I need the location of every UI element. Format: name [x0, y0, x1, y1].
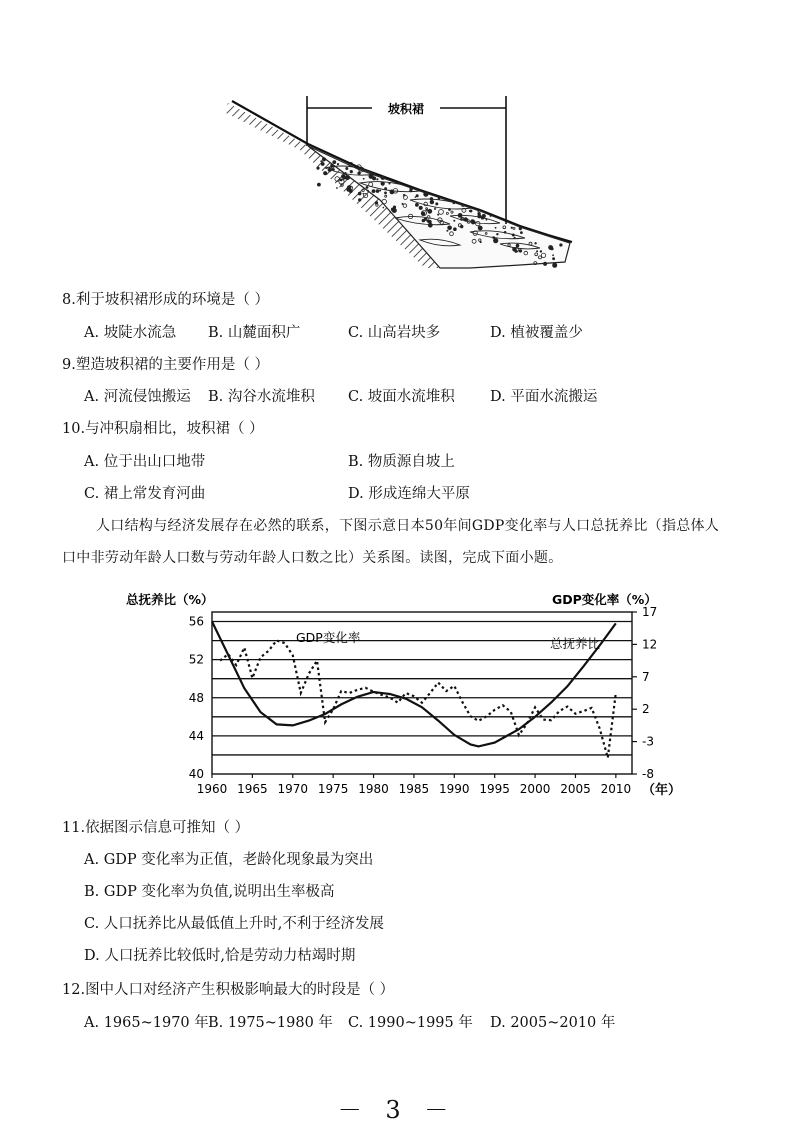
right-axis-title: GDP变化率（%） — [552, 592, 657, 607]
option-letter: B. — [208, 389, 224, 405]
gravel-dot — [379, 190, 381, 192]
gravel-dot — [421, 212, 425, 216]
gravel-dot — [422, 219, 426, 223]
q11-option-d[interactable] — [84, 946, 355, 966]
gravel-dot — [427, 209, 432, 214]
right-tick-label: -3 — [642, 734, 654, 749]
gravel-dot — [435, 202, 438, 205]
gravel-dot — [490, 215, 492, 217]
gravel-dot — [358, 192, 362, 196]
q12-option-a[interactable] — [84, 1013, 209, 1033]
gravel-dot — [384, 192, 387, 195]
gravel-dot — [511, 227, 513, 229]
x-tick-label: 1965 — [237, 782, 268, 796]
option-letter: A. — [84, 325, 100, 341]
gravel-dot — [453, 227, 457, 231]
question-9 — [62, 355, 269, 375]
gravel-dot — [552, 257, 555, 260]
gravel-dot — [496, 233, 498, 235]
gravel-dot — [477, 214, 481, 218]
gravel-dot — [469, 210, 471, 212]
gravel-dot — [323, 171, 327, 175]
option-letter: D. — [490, 1015, 506, 1031]
gravel-dot — [322, 157, 326, 161]
gravel-dot — [384, 187, 387, 190]
left-tick-label: 56 — [188, 614, 204, 629]
option-letter: A. — [84, 389, 100, 405]
x-tick-label: 2010 — [600, 782, 632, 796]
left-tick-label: 48 — [188, 690, 204, 705]
q9-option-d[interactable] — [490, 387, 597, 407]
gravel-dot — [415, 196, 417, 198]
gravel-dot — [548, 245, 553, 250]
gravel-dot — [316, 167, 319, 170]
gravel-dot — [376, 178, 378, 180]
q9-option-c[interactable] — [348, 387, 455, 407]
option-letter: B. — [348, 454, 364, 470]
gravel-dot — [321, 162, 325, 166]
gravel-dot — [333, 168, 335, 170]
gravel-dot — [478, 210, 480, 212]
gravel-dot — [504, 231, 507, 234]
page-number: － 3 － — [337, 1096, 457, 1124]
option-letter: C. — [348, 1015, 364, 1031]
option-text: GDP 变化率为正值，老龄化现象最为突出 — [103, 852, 374, 868]
gravel-dot — [512, 247, 516, 251]
option-letter: C. — [84, 916, 100, 932]
option-text: 人口抚养比从最低值上升时,不利于经济发展 — [103, 916, 384, 932]
q8-option-a[interactable] — [84, 323, 176, 343]
gravel-dot — [453, 220, 455, 222]
gravel-dot — [447, 226, 452, 231]
option-text: 沟谷水流堆积 — [227, 389, 315, 405]
option-letter: B. — [208, 1015, 224, 1031]
gravel-dot — [383, 207, 385, 209]
left-tick-label: 40 — [188, 767, 204, 781]
gravel-dot — [471, 220, 476, 225]
gravel-dot — [345, 172, 347, 174]
gravel-dot — [362, 193, 364, 195]
option-letter: C. — [84, 486, 100, 502]
gravel-dot — [552, 263, 557, 268]
gravel-dot — [458, 213, 463, 218]
option-text: 位于出山口地带 — [103, 454, 206, 470]
x-tick-label: 2005 — [560, 782, 591, 796]
question-8 — [62, 290, 269, 310]
q8-option-d[interactable] — [490, 323, 583, 343]
gravel-dot — [345, 175, 350, 180]
x-tick-label: 1995 — [479, 782, 510, 796]
option-letter: B. — [84, 884, 100, 900]
x-tick-label: 1980 — [358, 782, 389, 796]
option-text: 1965~1970 年 — [103, 1015, 209, 1031]
colluvial-apron-diagram — [0, 0, 794, 285]
gdp-change-rate-line — [220, 641, 616, 758]
option-letter: A. — [84, 1015, 100, 1031]
intro-line-2: 口中非劳动年龄人口数与劳动年龄人口数之比）关系图。读图，完成下面小题。 — [62, 550, 563, 566]
question-12 — [62, 980, 394, 1000]
option-text: 山高岩块多 — [367, 325, 441, 341]
left-axis-title: 总抚养比（%） — [126, 592, 214, 607]
gravel-dot — [428, 223, 433, 228]
q12-option-d[interactable] — [490, 1013, 615, 1033]
gravel-dot — [357, 172, 360, 175]
option-letter: D. — [490, 389, 506, 405]
gravel-dot — [478, 226, 483, 231]
gravel-dot — [519, 227, 522, 230]
q11-option-a[interactable] — [84, 850, 373, 870]
gravel-dot — [350, 170, 353, 173]
question-11 — [62, 818, 249, 838]
question-stem: 图中人口对经济产生积极影响最大的时段是（ ） — [85, 982, 395, 998]
gravel-dot — [446, 230, 448, 232]
gdp-series-label: GDP变化率 — [296, 630, 361, 645]
option-letter: C. — [348, 325, 364, 341]
gravel-dot — [320, 160, 322, 162]
question-number: 8. — [62, 292, 76, 308]
gravel-dot — [381, 182, 385, 186]
question-10 — [62, 419, 264, 439]
option-text: 2005~2010 年 — [510, 1015, 616, 1031]
right-tick-label: 7 — [642, 669, 650, 684]
gravel-dot — [349, 189, 353, 193]
q10-option-a[interactable] — [84, 452, 205, 472]
gravel-dot — [438, 197, 441, 200]
gravel-dot — [495, 227, 497, 229]
option-text: GDP 变化率为负值,说明出生率极高 — [103, 884, 335, 900]
right-tick-label: 17 — [642, 605, 658, 619]
dep-series-label: 总抚养比 — [550, 636, 601, 651]
q12-option-c[interactable] — [348, 1013, 473, 1033]
gravel-dot — [536, 250, 538, 252]
q10-option-b[interactable] — [348, 452, 455, 472]
option-letter: D. — [84, 948, 100, 964]
gravel-dot — [388, 182, 390, 184]
gravel-dot — [540, 250, 542, 252]
question-stem: 塑造坡积裙的主要作用是（ ） — [75, 357, 269, 373]
q8-option-b[interactable] — [208, 323, 300, 343]
gravel-dot — [519, 249, 522, 252]
q11-option-c[interactable] — [84, 914, 384, 934]
gravel-dot — [330, 164, 333, 167]
option-letter: D. — [490, 325, 506, 341]
option-text: 人口抚养比较低时,恰是劳动力枯竭时期 — [104, 948, 356, 964]
gravel-dot — [337, 163, 339, 165]
option-text: 坡陡水流急 — [103, 325, 177, 341]
x-tick-label: 1985 — [398, 782, 430, 796]
q9-option-b[interactable] — [208, 387, 315, 407]
option-text: 植被覆盖少 — [510, 325, 583, 341]
gravel-dot — [369, 174, 374, 179]
gravel-dot — [423, 192, 428, 197]
gravel-dot — [389, 211, 391, 213]
gravel-dot — [493, 238, 498, 243]
option-letter: D. — [348, 486, 364, 502]
gravel-dot — [392, 208, 397, 213]
gravel-dot — [520, 231, 523, 234]
q9-option-a[interactable] — [84, 387, 191, 407]
intro-line-1: 人口结构与经济发展存在必然的联系，下图示意日本50年间GDP变化率与人口总抚养比（指总体人 — [96, 518, 720, 534]
q11-option-b[interactable] — [84, 882, 335, 902]
gravel-dot — [372, 189, 376, 193]
option-text: 1975~1980 年 — [227, 1015, 333, 1031]
gravel-dot — [437, 214, 439, 216]
option-text: 河流侵蚀搬运 — [103, 389, 191, 405]
x-tick-label: 2000 — [519, 782, 551, 796]
gravel-dot — [512, 234, 515, 237]
q10-option-c[interactable] — [84, 484, 205, 504]
gravel-dot — [367, 190, 369, 192]
left-tick-label: 44 — [188, 728, 204, 743]
gravel-dot — [381, 176, 385, 180]
x-axis-unit: （年） — [642, 783, 682, 798]
q10-option-d[interactable] — [348, 484, 470, 504]
question-stem: 依据图示信息可推知（ ） — [85, 820, 250, 836]
gravel-dot — [480, 241, 482, 243]
question-number: 11. — [62, 820, 86, 836]
gravel-dot — [341, 174, 345, 178]
gravel-dot — [366, 186, 369, 189]
gravel-dot — [534, 242, 536, 244]
gravel-dot — [363, 178, 365, 180]
gravel-dot — [332, 160, 336, 164]
right-tick-label: 12 — [642, 637, 658, 652]
x-tick-label: 1970 — [277, 782, 309, 796]
gravel-dot — [448, 208, 451, 211]
option-text: 形成连绵大平原 — [368, 486, 470, 502]
question-number: 9. — [62, 357, 76, 373]
q12-option-b[interactable] — [208, 1013, 333, 1033]
question-number: 10. — [62, 421, 86, 437]
gdp-dependency-chart — [0, 585, 794, 800]
question-stem: 利于坡积裙形成的环境是（ ） — [75, 292, 269, 308]
gravel-dot — [559, 243, 562, 246]
gravel-dot — [430, 200, 434, 204]
gravel-dot — [415, 203, 419, 207]
gravel-dot — [552, 254, 554, 256]
q8-option-c[interactable] — [348, 323, 440, 343]
gravel-dot — [543, 262, 547, 266]
x-tick-label: 1960 — [196, 782, 228, 796]
right-tick-label: -8 — [642, 767, 654, 781]
x-tick-label: 1975 — [317, 782, 349, 796]
gravel-dot — [409, 190, 412, 193]
gravel-dot — [419, 206, 423, 210]
option-text: 1990~1995 年 — [367, 1015, 473, 1031]
gravel-dot — [486, 219, 488, 221]
right-tick-label: 2 — [642, 702, 650, 717]
question-stem: 与冲积扇相比，坡积裙（ ） — [85, 421, 264, 437]
gravel-dot — [358, 198, 361, 201]
gravel-dot — [453, 201, 456, 204]
option-letter: C. — [348, 389, 364, 405]
gravel-dot — [336, 187, 338, 189]
option-text: 山麓面积广 — [227, 325, 301, 341]
gravel-dot — [514, 237, 516, 239]
diagram-label: 坡积裙 — [387, 102, 425, 116]
gravel-dot — [516, 244, 520, 248]
gravel-dot — [376, 189, 380, 193]
left-tick-label: 52 — [188, 652, 204, 667]
option-letter: B. — [208, 325, 224, 341]
option-letter: A. — [84, 852, 100, 868]
option-text: 物质源自坡上 — [367, 454, 455, 470]
question-number: 12. — [62, 982, 86, 998]
option-text: 平面水流搬运 — [510, 389, 598, 405]
x-tick-label: 1990 — [439, 782, 470, 796]
option-text: 裙上常发育河曲 — [103, 486, 206, 502]
gravel-dot — [317, 183, 321, 187]
option-text: 坡面水流堆积 — [367, 389, 455, 405]
gravel-dot — [427, 219, 430, 222]
gravel-dot — [345, 167, 348, 170]
gravel-dot — [482, 214, 486, 218]
option-letter: A. — [84, 454, 100, 470]
